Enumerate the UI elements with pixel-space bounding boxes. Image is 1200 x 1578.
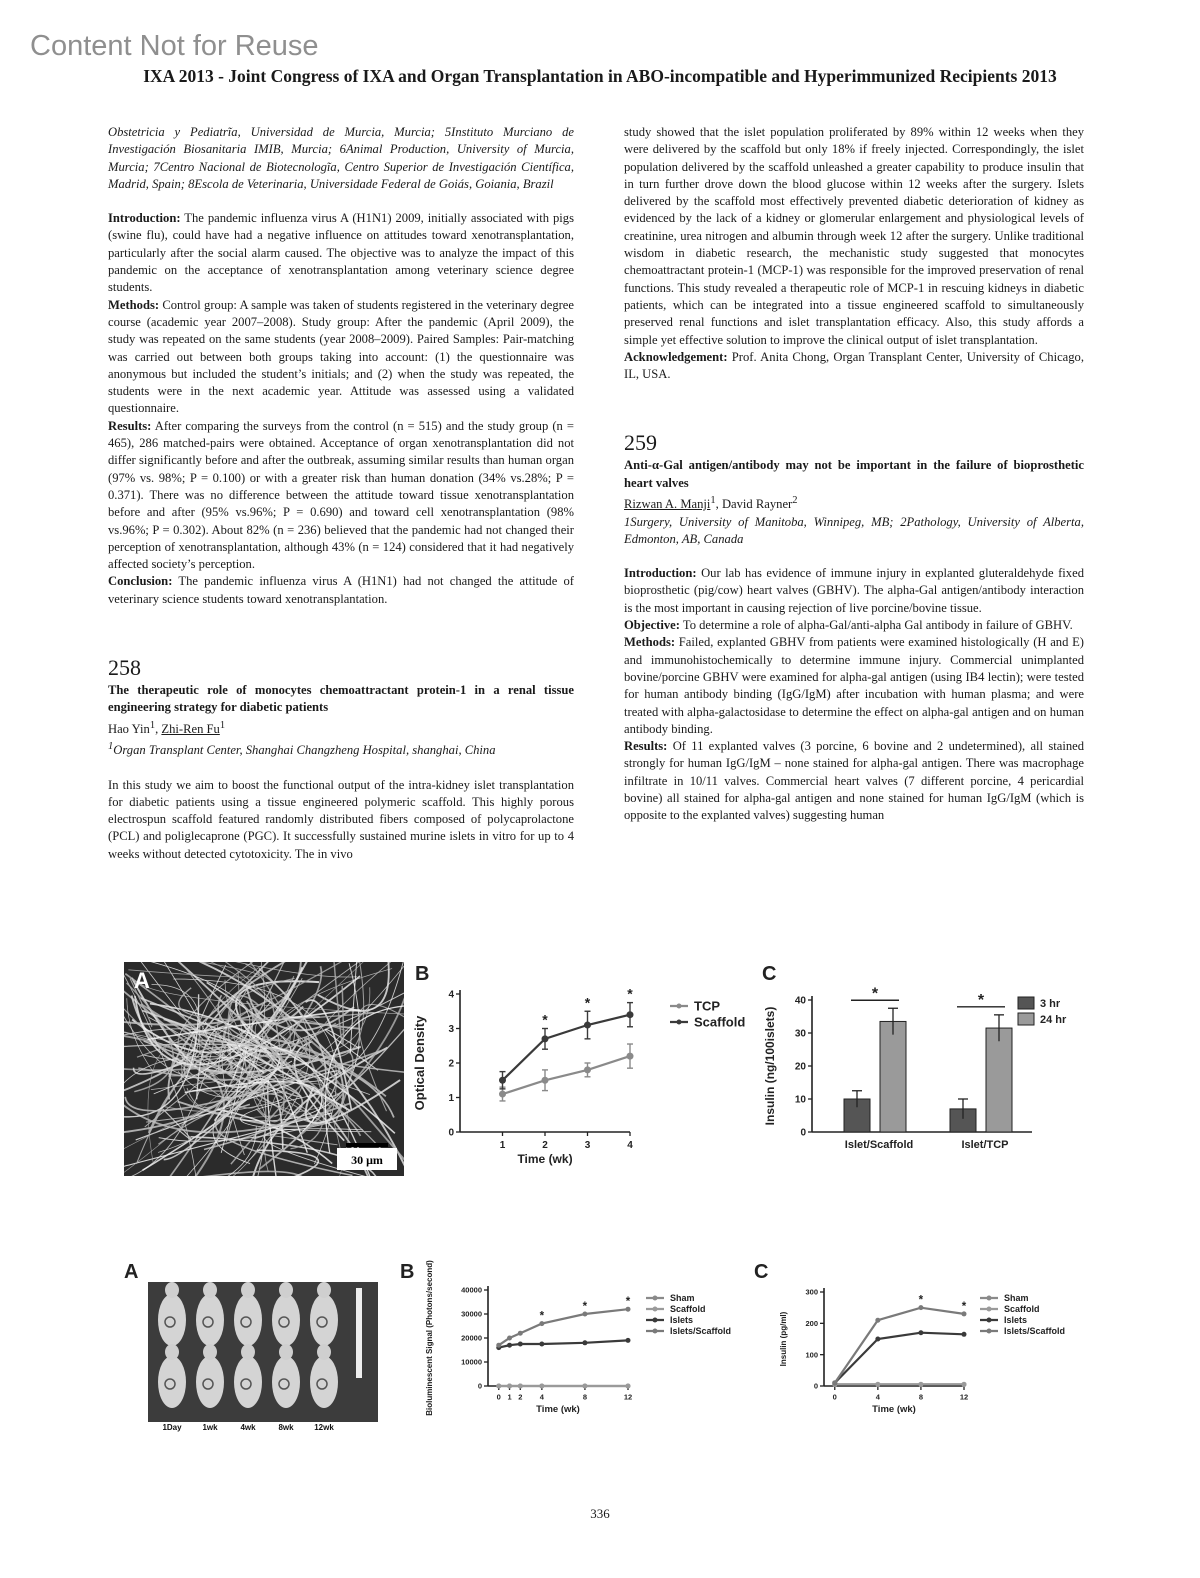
data-point bbox=[875, 1382, 880, 1387]
mouse bbox=[234, 1356, 262, 1408]
abstract-number: 259 bbox=[624, 430, 657, 456]
legend-marker bbox=[653, 1318, 658, 1323]
methods-label: Methods: bbox=[624, 635, 676, 650]
time-point-label: 4wk bbox=[240, 1423, 256, 1432]
presenting-author: Rizwan A. Manji bbox=[624, 497, 711, 512]
x-tick-label: 12 bbox=[623, 1392, 633, 1402]
y-tick-label: 3 bbox=[448, 1024, 454, 1035]
mouse-head bbox=[279, 1344, 293, 1360]
y-tick-label: 10 bbox=[794, 1094, 806, 1106]
abstract-257-introduction bbox=[108, 210, 574, 296]
mouse-head bbox=[165, 1344, 179, 1360]
author: David Rayner bbox=[721, 497, 793, 512]
acknowledgement bbox=[624, 349, 1084, 384]
x-tick-label: 1 bbox=[507, 1392, 512, 1402]
y-axis-label: Insulin (ng/100islets) bbox=[763, 1006, 777, 1126]
data-point bbox=[918, 1382, 923, 1387]
data-point bbox=[584, 1022, 591, 1029]
legend-label: Islets/Scaffold bbox=[1004, 1326, 1066, 1337]
y-tick-label: 0 bbox=[477, 1381, 482, 1391]
mouse-head bbox=[317, 1282, 331, 1298]
figure2-panel-c bbox=[752, 1258, 1092, 1436]
panel-letter: A bbox=[124, 1261, 139, 1283]
author-affiliation-mark: 2 bbox=[792, 495, 798, 507]
series-line bbox=[835, 1308, 964, 1383]
results-text: Of 11 explanted valves (3 porcine, 6 bovine and 2 undetermined), all stained strongly for human IgG/IgM – none stained for alpha-gal antigen. There was macrophage infiltrate in 10/11 valves. Commercial heart valves (7 different porcine, 4 pericardial bovine) all stained for alpha-gal antigen and none stained for human IgG/IgM (which is opposite to the explanted valves) suggesting human bbox=[624, 739, 1084, 823]
data-point bbox=[518, 1331, 523, 1336]
scaffold-sem-image bbox=[124, 962, 404, 1176]
data-point bbox=[542, 1035, 549, 1042]
y-axis-label: Optical Density bbox=[412, 1015, 427, 1111]
scale-bar-label: 30 μm bbox=[351, 1153, 383, 1167]
abstract-258-body: In this study we aim to boost the functional output of the intra-kidney islet transplantation for diabetic patients using a tissue engineered polymeric scaffold. This highly porous electrospun scaffold featured randomly distributed fibers composed of polycaprolactone (PCL) and poliglecaprone (PGC). It successfully sustained murine islets in vitro for up to 4 weeks without detected cytotoxicity. The in vivo bbox=[108, 777, 574, 861]
x-tick-label: 4 bbox=[627, 1140, 633, 1151]
author: Hao Yin bbox=[108, 721, 150, 736]
figure1-panel-a bbox=[124, 962, 404, 1176]
abstract-257-conclusion bbox=[108, 573, 574, 608]
figure1-panel-b bbox=[410, 958, 760, 1180]
bioluminescent-signal-chart bbox=[398, 1258, 758, 1436]
data-point bbox=[918, 1330, 923, 1335]
legend-label: Sham bbox=[1004, 1293, 1029, 1304]
legend-label: 3 hr bbox=[1040, 998, 1061, 1010]
legend-swatch bbox=[1018, 1013, 1034, 1025]
data-point bbox=[507, 1336, 512, 1341]
data-point bbox=[962, 1332, 967, 1337]
data-point bbox=[499, 1077, 506, 1084]
data-point bbox=[626, 1384, 631, 1389]
data-point bbox=[832, 1380, 837, 1385]
x-tick-label: 0 bbox=[496, 1392, 501, 1402]
legend-label: Scaffold bbox=[694, 1014, 746, 1030]
legend-marker bbox=[987, 1329, 992, 1334]
y-tick-label: 0 bbox=[813, 1381, 818, 1391]
y-tick-label: 0 bbox=[448, 1127, 454, 1139]
data-point bbox=[518, 1384, 523, 1389]
data-point bbox=[539, 1384, 544, 1389]
mouse-head bbox=[165, 1282, 179, 1298]
bar bbox=[880, 1021, 906, 1132]
affiliation-mark: 1 bbox=[108, 741, 114, 753]
watermark: Content Not for Reuse bbox=[30, 30, 319, 62]
y-tick-label: 40000 bbox=[461, 1285, 482, 1295]
y-tick-label: 40 bbox=[794, 995, 806, 1007]
introduction-label: Introduction: bbox=[624, 566, 697, 581]
time-point-label: 12wk bbox=[314, 1423, 334, 1432]
bar bbox=[986, 1028, 1012, 1132]
legend-marker bbox=[653, 1296, 658, 1301]
significance-marker: * bbox=[961, 1300, 967, 1313]
results-label: Results: bbox=[624, 739, 668, 754]
data-point bbox=[499, 1091, 506, 1098]
y-axis-label: Bioluminescent Signal (Photons/second) bbox=[425, 1260, 434, 1416]
significance-marker: * bbox=[977, 991, 985, 1009]
data-point bbox=[875, 1318, 880, 1323]
abstract-258-continuation: study showed that the islet population proliferated by 89% within 12 weeks when they were delivered by the scaffold but only 18% if freely injected. Correspondingly, the islet population delivered by the scaffold unleashed a greater capability to produce insulin that in turn further drove down the blood glucose within 12 weeks after the surgery. Islets delivered by the scaffold most effectively prevented diabetic deterioration of kidney as evidenced by the lack of a kidney or glomerular enlargement and physiological levels of creatinine, urea nitrogen and albumin through week 12 after the surgery. Unlike traditional wisdom in diabetic research, the mechanistic study suggested that monocytes chemoattractant protein-1 (MCP-1) was responsible for the improved preservation of renal functions. This study revealed a therapeutic role of MCP-1 in rescuing kidneys in diabetic patients, which can be integrated into a tissue engineered scaffold to simultaneously preserved renal functions and islet transplantation efficacy. Also, this study affords a simple yet effective solution to improve the clinical output of islet transplantation. bbox=[624, 125, 1084, 347]
intensity-scale-bar bbox=[356, 1288, 362, 1378]
presenting-author: Zhi-Ren Fu bbox=[161, 721, 220, 736]
significance-marker: * bbox=[542, 1011, 548, 1028]
introduction-text: The pandemic influenza virus A (H1N1) 2009, initially associated with pigs (swine flu), could have had a negative influence on attitudes toward xenotransplantation, particularly after the social alarm caused. The objective was to analyze the impact of this pandemic on the acceptance of xenotransplantation among veterinary science degree students. bbox=[108, 211, 574, 295]
y-tick-label: 100 bbox=[805, 1350, 818, 1360]
optical-density-chart bbox=[410, 958, 760, 1180]
page-number: 336 bbox=[590, 1506, 610, 1521]
mouse bbox=[158, 1356, 186, 1408]
data-point bbox=[496, 1343, 501, 1348]
x-tick-label: 0 bbox=[832, 1392, 837, 1402]
insulin-time-chart bbox=[752, 1258, 1092, 1436]
legend-marker bbox=[677, 1020, 682, 1025]
abstract-259-methods bbox=[624, 634, 1084, 738]
y-axis-label: Insulin (pg/ml) bbox=[779, 1311, 788, 1367]
significance-marker: * bbox=[584, 994, 591, 1011]
significance-marker: * bbox=[625, 1296, 631, 1309]
category-label: Islet/Scaffold bbox=[844, 1139, 914, 1151]
panel-letter: C bbox=[762, 963, 777, 985]
legend-label: Sham bbox=[670, 1293, 695, 1304]
legend-label: Islets bbox=[670, 1315, 694, 1326]
mouse bbox=[310, 1294, 338, 1346]
abstract-259-objective bbox=[624, 617, 1084, 634]
mouse-head bbox=[241, 1344, 255, 1360]
abstract-257-results bbox=[108, 418, 574, 574]
mouse bbox=[196, 1294, 224, 1346]
legend-marker bbox=[987, 1318, 992, 1323]
introduction-text: Our lab has evidence of immune injury in explanted gluteraldehyde fixed bioprosthetic (pig/cow) heart valves (GBHV). The alpha-Gal antigen/antibody interaction is the most important in causing rejection of live porcine/bovine tissue. bbox=[624, 566, 1084, 615]
y-tick-label: 200 bbox=[805, 1318, 818, 1328]
introduction-label: Introduction: bbox=[108, 211, 181, 226]
mouse-head bbox=[203, 1282, 217, 1298]
figure2-panel-a bbox=[120, 1258, 380, 1434]
significance-marker: * bbox=[918, 1294, 924, 1307]
panel-letter: C bbox=[754, 1261, 769, 1283]
abstract-257-methods bbox=[108, 297, 574, 418]
legend-label: Islets/Scaffold bbox=[670, 1326, 732, 1337]
acknowledgement-label: Acknowledgement: bbox=[624, 349, 728, 364]
x-tick-label: 1 bbox=[499, 1140, 506, 1151]
legend-label: Islets bbox=[1004, 1315, 1028, 1326]
x-tick-label: 8 bbox=[918, 1392, 924, 1402]
y-tick-label: 30000 bbox=[461, 1309, 482, 1319]
methods-label: Methods: bbox=[108, 297, 160, 312]
data-point bbox=[627, 1011, 634, 1018]
legend-label: TCP bbox=[694, 998, 720, 1014]
mouse bbox=[196, 1356, 224, 1408]
mouse-head bbox=[279, 1282, 293, 1298]
legend-swatch bbox=[1018, 997, 1034, 1009]
x-tick-label: 2 bbox=[518, 1392, 523, 1402]
y-tick-label: 30 bbox=[794, 1028, 806, 1040]
y-tick-label: 10000 bbox=[461, 1357, 482, 1367]
x-tick-label: 8 bbox=[582, 1392, 588, 1402]
panel-letter: B bbox=[400, 1261, 415, 1283]
conclusion-text: The pandemic influenza virus A (H1N1) had not changed the attitude of veterinary science students toward xenotransplantation. bbox=[108, 574, 574, 606]
author-list: Hao Yin$^1$, Zhi-Ren Fu$^1$ bbox=[108, 719, 226, 736]
results-label: Results: bbox=[108, 418, 152, 433]
insulin-bar-chart bbox=[760, 958, 1090, 1180]
mouse bbox=[234, 1294, 262, 1346]
mouse bbox=[272, 1294, 300, 1346]
author-affiliation-mark: 1 bbox=[710, 495, 716, 507]
mouse-head bbox=[203, 1344, 217, 1360]
legend-label: 24 hr bbox=[1040, 1014, 1067, 1026]
acknowledgement-text: Prof. Anita Chong, Organ Transplant Center, University of Chicago, IL, USA. bbox=[624, 349, 1084, 382]
series-line bbox=[499, 1309, 628, 1345]
category-label: Islet/TCP bbox=[961, 1139, 1009, 1151]
running-head: IXA 2013 - Joint Congress of IXA and Organ Transplantation in ABO-incompatible and Hyperimmunized Recipients 2013 bbox=[143, 66, 1057, 86]
bioluminescence-images bbox=[120, 1258, 380, 1434]
data-point bbox=[582, 1340, 587, 1345]
affiliation-continuation: Obstetricia y Pediatrĩa, Universidad de Murcia, Murcia; 5Instituto Murciano de Investigación Biosanitaria IMIB, Murcia; 6Animal Production, University of Murcia, Murcia; 7Centro Nacional de Biotecnologĩa, Centro Superior de Investigación Científica, Madrid, Spain; 8Escola de Veterinaria, Universidade Federal de Goiás, Goiania, Brazil bbox=[108, 125, 574, 191]
x-tick-label: 3 bbox=[584, 1140, 591, 1151]
y-tick-label: 20 bbox=[794, 1061, 806, 1073]
mouse-head bbox=[241, 1282, 255, 1298]
x-axis-label: Time (wk) bbox=[517, 1152, 573, 1166]
affiliation-text: Organ Transplant Center, Shanghai Changzheng Hospital, shanghai, China bbox=[113, 743, 496, 758]
mouse-head bbox=[317, 1344, 331, 1360]
data-point bbox=[496, 1384, 501, 1389]
significance-marker: * bbox=[539, 1310, 545, 1323]
x-tick-label: 4 bbox=[875, 1392, 880, 1402]
results-text: After comparing the surveys from the control (n = 515) and the study group (n = 465), 286 matched-pairs were obtained. Acceptance of organ xenotransplantation did not differ significantly before and after the outbreak, assuming similar results than human organ (97% vs. 98%; P = 0.100) or with a greater risk than human donation (34% vs.28%; P = 0.371). There was no difference between the attitude toward tissue xenotransplantation before and after (95% vs.96%; P = 0.690) and toward cell xenotransplantation (98% vs.96%; P = 0.302). About 82% (n = 236) believed that the pandemic had not changed their perception of xenotransplantation, although 43% (n = 124) considered that it had negatively affected society’s perception. bbox=[108, 418, 574, 572]
data-point bbox=[507, 1343, 512, 1348]
author-affiliation: 1Surgery, University of Manitoba, Winnipeg, MB; 2Pathology, University of Alberta, Edmonton, AB, Canada bbox=[624, 514, 1084, 546]
legend-marker bbox=[987, 1307, 992, 1312]
data-point bbox=[518, 1342, 523, 1347]
data-point bbox=[582, 1384, 587, 1389]
methods-text: Failed, explanted GBHV from patients were examined histologically (H and E) and immunohistochemically to determine immune injury. Commercial unimplanted bovine/porcine GBHV were examined for alpha-gal antigen (using IB4 lectin); were tested for human antibody binding (IgG/IgM) after incubation with human plasma; and were treated with alpha-galactosidase to determine the effect on alpha-gal antigen and on human antibody binding. bbox=[624, 635, 1084, 736]
legend-marker bbox=[653, 1307, 658, 1312]
data-point bbox=[626, 1338, 631, 1343]
author-affiliation-mark: 1 bbox=[149, 719, 156, 731]
author-list: Rizwan A. Manji$^1$, David Rayner$^2$ bbox=[624, 495, 798, 512]
y-tick-label: 4 bbox=[448, 989, 454, 1001]
objective-text: To determine a role of alpha-Gal/anti-alpha Gal antibody in failure of GBHV. bbox=[682, 618, 1073, 633]
data-point bbox=[962, 1382, 967, 1387]
time-point-label: 8wk bbox=[278, 1423, 294, 1432]
right-column bbox=[624, 124, 1084, 825]
time-point-label: 1Day bbox=[162, 1423, 182, 1432]
abstract-259-results bbox=[624, 738, 1084, 824]
significance-marker: * bbox=[627, 985, 633, 1002]
data-point bbox=[627, 1053, 634, 1060]
x-tick-label: 2 bbox=[542, 1140, 548, 1151]
figure2-panel-b bbox=[398, 1258, 758, 1436]
y-tick-label: 0 bbox=[800, 1127, 806, 1139]
significance-marker: * bbox=[871, 985, 879, 1003]
panel-letter: A bbox=[134, 968, 150, 993]
methods-text: Control group: A sample was taken of students registered in the veterinary degree course (academic year 2007–2008). Study group: After the pandemic (April 2009), the study was repeated on the same students (year 2008–2009). Paired Samples: Pair-matching was carried out between both groups taking into account: (1) the questionnaire was anonymous but included the student’s initials; and (2) when the study was repeated, the students were in the next academic year. Attitude was assessed using a validated questionnaire. bbox=[108, 297, 574, 416]
legend-label: Scaffold bbox=[1004, 1304, 1040, 1315]
data-point bbox=[542, 1077, 549, 1084]
x-tick-label: 4 bbox=[539, 1392, 544, 1402]
abstract-title: The therapeutic role of monocytes chemoattractant protein-1 in a renal tissue engineering strategy for diabetic patients bbox=[108, 683, 574, 715]
data-point bbox=[875, 1337, 880, 1342]
data-point bbox=[507, 1384, 512, 1389]
abstract-title: Anti-α-Gal antigen/antibody may not be important in the failure of bioprosthetic heart valves bbox=[624, 458, 1084, 490]
x-axis-label: Time (wk) bbox=[536, 1403, 580, 1415]
panel-letter: B bbox=[415, 963, 430, 985]
legend-marker bbox=[987, 1296, 992, 1301]
left-column bbox=[108, 124, 574, 863]
x-axis-label: Time (wk) bbox=[872, 1403, 916, 1415]
mouse bbox=[272, 1356, 300, 1408]
objective-label: Objective: bbox=[624, 618, 680, 633]
y-tick-label: 2 bbox=[448, 1058, 454, 1070]
significance-marker: * bbox=[582, 1301, 588, 1313]
abstract-259-introduction bbox=[624, 565, 1084, 617]
author-affiliation-mark: 1 bbox=[219, 719, 226, 731]
y-tick-label: 300 bbox=[805, 1287, 818, 1297]
series-line bbox=[835, 1333, 964, 1383]
mouse bbox=[310, 1356, 338, 1408]
y-tick-label: 20000 bbox=[461, 1333, 482, 1343]
figure1-panel-c bbox=[760, 958, 1090, 1180]
conclusion-label: Conclusion: bbox=[108, 574, 173, 589]
legend-marker bbox=[653, 1329, 658, 1334]
y-tick-label: 1 bbox=[448, 1093, 454, 1104]
author-affiliation bbox=[108, 738, 574, 759]
data-point bbox=[539, 1342, 544, 1347]
x-tick-label: 12 bbox=[959, 1392, 969, 1402]
time-point-label: 1wk bbox=[202, 1423, 218, 1432]
data-point bbox=[584, 1066, 591, 1073]
abstract-number: 258 bbox=[108, 655, 141, 681]
mouse bbox=[158, 1294, 186, 1346]
legend-marker bbox=[677, 1004, 682, 1009]
series-line bbox=[503, 1015, 631, 1081]
legend-label: Scaffold bbox=[670, 1304, 706, 1315]
